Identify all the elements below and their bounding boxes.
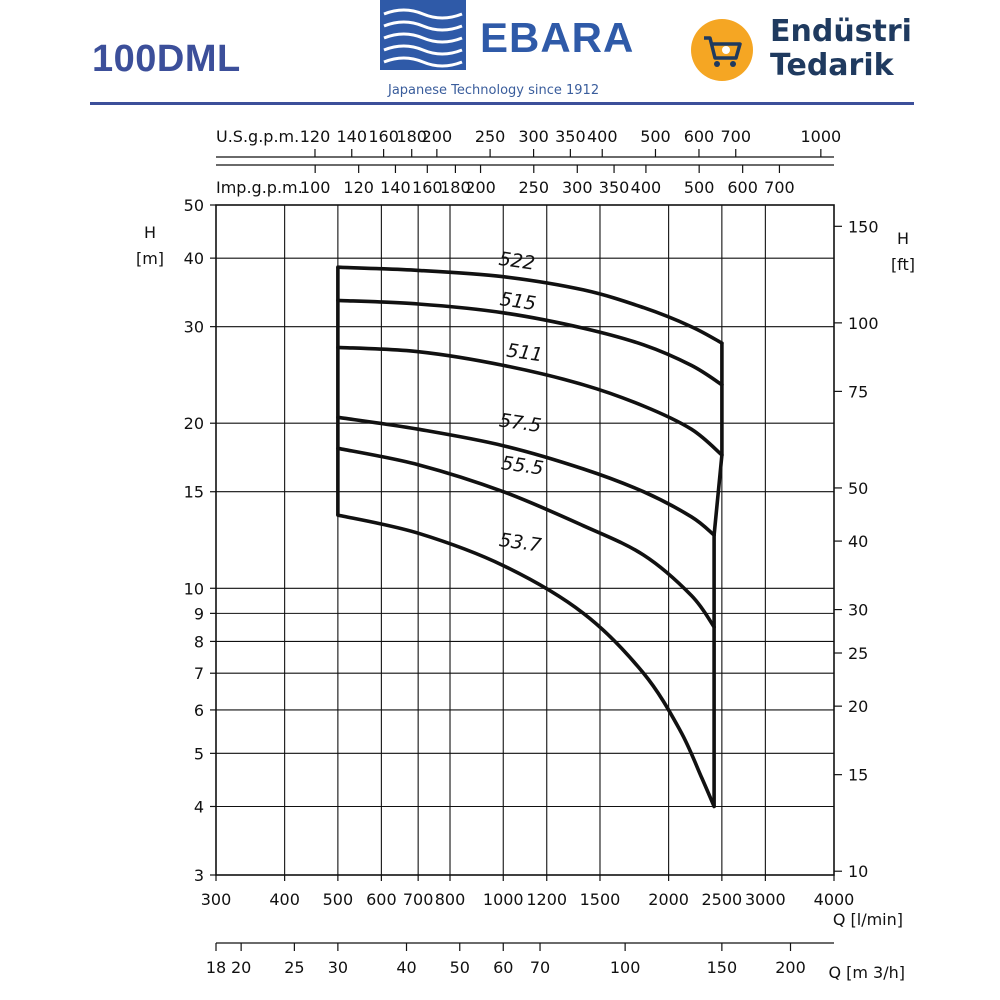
x2-axis-title: Q [m 3/h] (828, 963, 905, 982)
usgpm-tick-label: 250 (474, 127, 506, 146)
max-flow-boundary (714, 343, 722, 806)
ft-tick-label: 50 (848, 478, 869, 498)
m3h-tick-label: 30 (327, 958, 349, 977)
y-tick-label: 6 (193, 700, 204, 720)
usgpm-tick-label: 120 (299, 127, 331, 146)
impgpm-tick-label: 350 (598, 178, 630, 197)
ft-tick-label: 75 (848, 382, 869, 402)
impgpm-tick-label: 300 (562, 178, 593, 197)
y2-axis-title: H (896, 229, 910, 248)
ft-tick-label: 150 (848, 217, 879, 237)
m3h-tick-label: 60 (493, 958, 514, 977)
x-tick-label: 1000 (482, 890, 524, 909)
y-tick-label: 20 (183, 414, 204, 434)
x-tick-label: 700 (402, 890, 434, 909)
x-tick-label: 1500 (579, 890, 621, 909)
usgpm-tick-label: 700 (720, 127, 752, 146)
ft-tick-label: 100 (848, 313, 879, 333)
ft-tick-label: 25 (848, 644, 869, 664)
x-tick-label: 400 (269, 890, 300, 909)
shop-name-line2: Tedarik (770, 48, 894, 83)
y-tick-label: 8 (193, 632, 204, 652)
usgpm-tick-label: 1000 (800, 127, 842, 146)
y-tick-label: 3 (193, 866, 204, 885)
usgpm-axis-title: U.S.g.p.m. (216, 127, 300, 146)
impgpm-tick-label: 160 (412, 178, 443, 197)
curve-label-57-5: 57.5 (497, 409, 543, 438)
usgpm-tick-label: 400 (586, 127, 618, 146)
usgpm-tick-label: 200 (421, 127, 453, 146)
usgpm-tick-label: 350 (555, 127, 586, 146)
model-title: 100DML (92, 38, 241, 80)
impgpm-tick-label: 500 (683, 178, 715, 197)
shop-name-line1: Endüstri (770, 14, 912, 49)
curve-label-53-7: 53.7 (497, 529, 543, 557)
y-tick-label: 50 (183, 196, 204, 215)
chart-labels (136, 127, 915, 982)
curve-label-515: 515 (498, 288, 538, 316)
x-tick-label: 300 (200, 890, 232, 909)
x-tick-label: 3000 (745, 890, 786, 909)
y-tick-label: 4 (193, 797, 204, 817)
impgpm-tick-label: 140 (380, 178, 411, 197)
curve-label-522: 522 (497, 247, 537, 275)
ft-tick-label: 40 (848, 532, 869, 552)
impgpm-tick-label: 250 (518, 178, 550, 197)
usgpm-tick-label: 160 (368, 127, 399, 146)
x-tick-label: 1200 (526, 890, 568, 909)
impgpm-tick-label: 200 (465, 178, 496, 197)
impgpm-tick-label: 600 (727, 178, 758, 197)
usgpm-tick-label: 500 (640, 127, 671, 146)
y-tick-label: 5 (193, 744, 204, 764)
usgpm-tick-label: 180 (396, 127, 427, 146)
impgpm-tick-label: 700 (764, 178, 795, 197)
x-tick-label: 500 (322, 890, 354, 909)
brand-tagline: Japanese Technology since 1912 (388, 83, 600, 98)
curve-label-511: 511 (505, 339, 545, 367)
y-tick-label: 15 (183, 482, 204, 502)
ft-tick-label: 20 (848, 697, 869, 717)
y-tick-label: 7 (193, 664, 204, 684)
impgpm-tick-label: 180 (440, 178, 471, 197)
m3h-tick-label: 100 (609, 958, 641, 977)
curve-53-7 (338, 515, 714, 806)
y-tick-label: 30 (183, 317, 204, 337)
x-tick-label: 4000 (813, 890, 855, 909)
x-axis-title: Q [l/min] (832, 910, 903, 929)
m3h-tick-label: 200 (775, 958, 806, 977)
y2-axis-unit: [ft] (890, 255, 916, 274)
usgpm-tick-label: 140 (336, 127, 368, 146)
ft-tick-label: 10 (848, 862, 869, 882)
m3h-tick-label: 18 (205, 958, 227, 977)
y-tick-label: 10 (183, 579, 204, 599)
curve-label-55-5: 55.5 (499, 452, 545, 480)
m3h-tick-label: 150 (706, 958, 738, 977)
x-tick-label: 2500 (701, 890, 743, 909)
y-axis-title: H (143, 223, 157, 242)
m3h-tick-label: 25 (284, 958, 305, 977)
x-tick-label: 800 (434, 890, 466, 909)
usgpm-tick-label: 300 (518, 127, 549, 146)
usgpm-tick-label: 600 (683, 127, 715, 146)
x-tick-label: 600 (366, 890, 397, 909)
impgpm-tick-label: 100 (299, 178, 331, 197)
m3h-tick-label: 20 (230, 958, 252, 977)
m3h-tick-label: 40 (396, 958, 417, 977)
impgpm-tick-label: 120 (343, 178, 374, 197)
y-tick-label: 9 (193, 604, 204, 624)
impgpm-tick-label: 400 (630, 178, 662, 197)
ft-tick-label: 15 (848, 765, 869, 785)
y-tick-label: 40 (183, 249, 204, 269)
brand-name: EBARA (480, 14, 635, 61)
m3h-tick-label: 50 (449, 958, 470, 977)
m3h-tick-label: 70 (529, 958, 551, 977)
y-axis-unit: [m] (135, 249, 165, 268)
x-tick-label: 2000 (648, 890, 689, 909)
ft-tick-label: 30 (848, 600, 869, 620)
impgpm-axis-title: Imp.g.p.m. (216, 178, 303, 197)
